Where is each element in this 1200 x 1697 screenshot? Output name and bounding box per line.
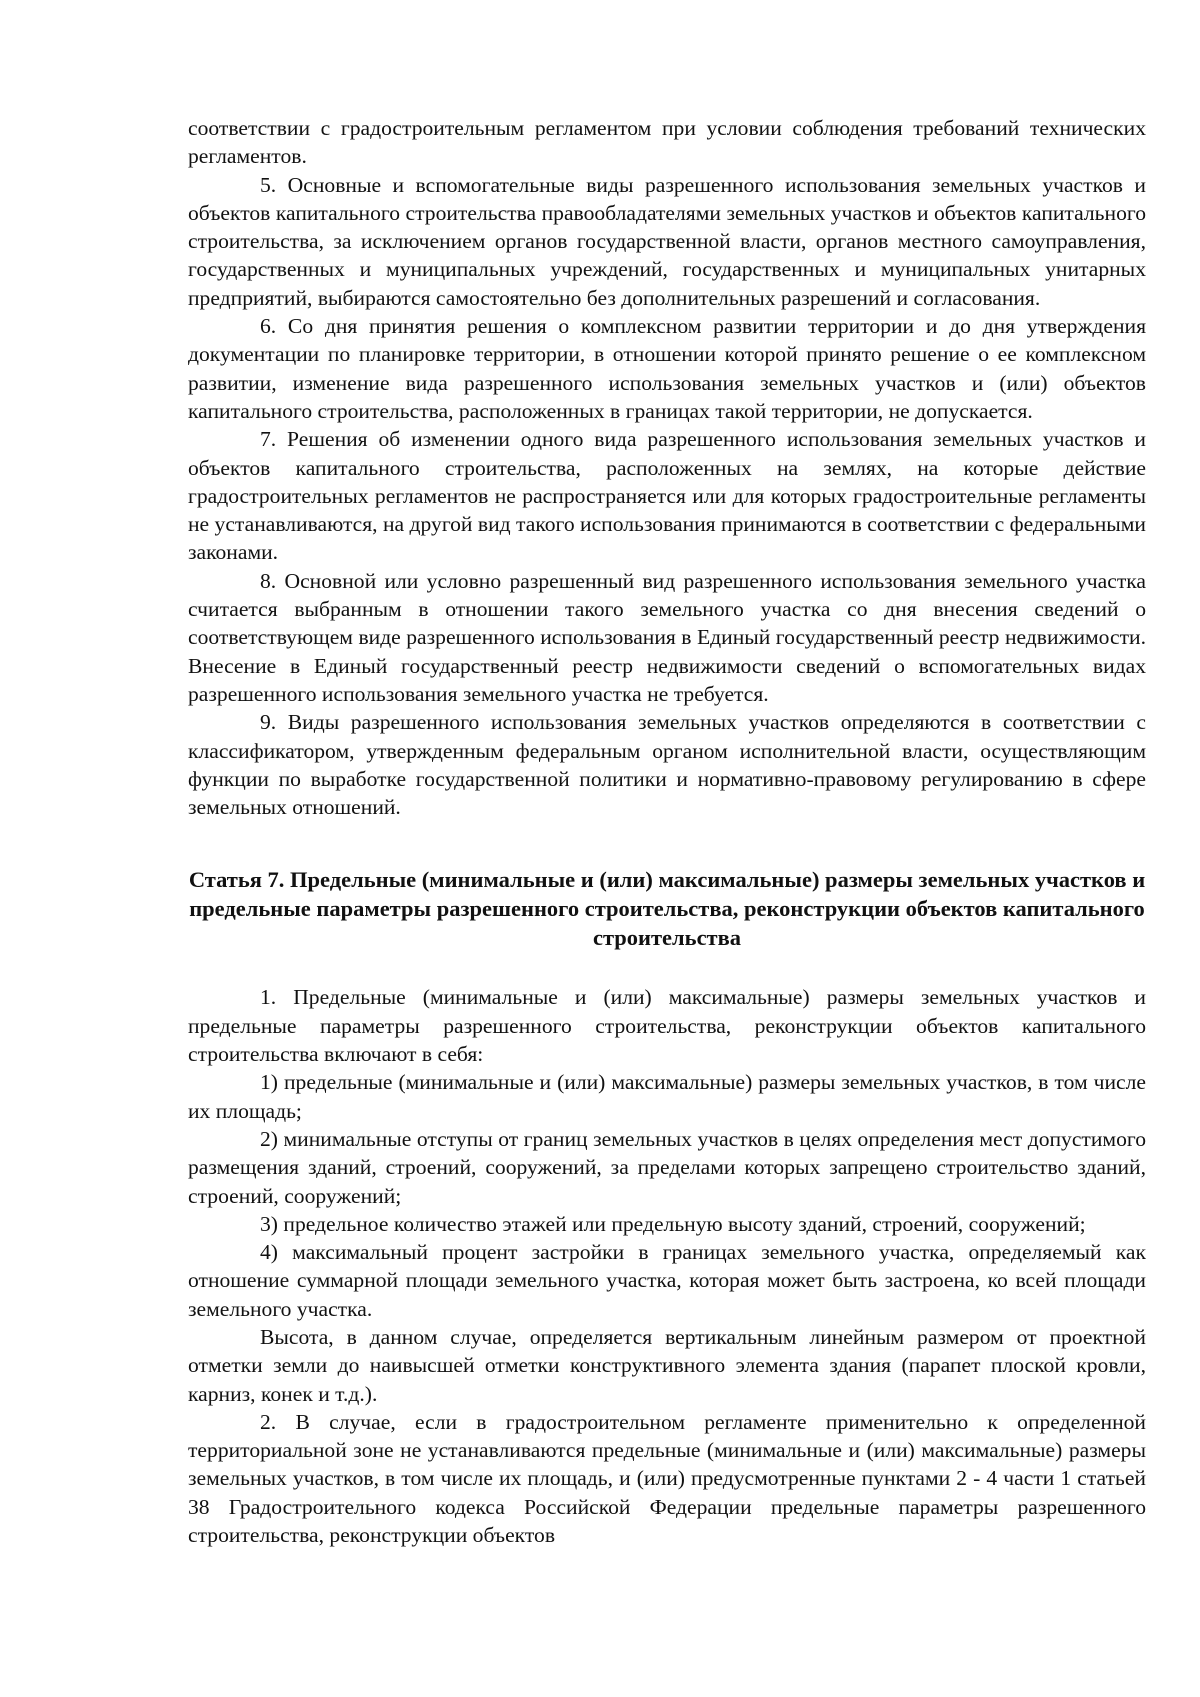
article-7-heading: Статья 7. Предельные (минимальные и (или) максимальные) размеры земельных участков и предельные параметры разрешенного строительства, реконструкции объектов капитального строительства	[188, 867, 1146, 951]
paragraph-item-7: 7. Решения об изменении одного вида разрешенного использования земельных участков и объектов капитального строительства, расположенных на землях, на которые действие градостроительных регламентов не распространяется или для которых градостроительные регламенты не устанавливаются, на другой вид такого использования принимаются в соответствии с федеральными законами.	[188, 427, 1146, 565]
paragraph-item-8: 8. Основной или условно разрешенный вид разрешенного использования земельного участка считается выбранным в отношении такого земельного участка со дня внесения сведений о соответствующем виде разрешенного использования в Единый государственный реестр недвижимости. Внесение в Единый государственный реестр недвижимости сведений о вспомогательных видах разрешенного использования земельного участка не требуется.	[188, 568, 1146, 706]
paragraph-art7-part1: 1. Предельные (минимальные и (или) максимальные) размеры земельных участков и предельные параметры разрешенного строительства, реконструкции объектов капитального строительства включают в себя:	[188, 985, 1146, 1067]
paragraph-art7-sub3: 3) предельное количество этажей или предельную высоту зданий, строений, сооружений;	[260, 1211, 1086, 1236]
paragraph-item-5: 5. Основные и вспомогательные виды разрешенного использования земельных участков и объектов капитального строительства правообладателями земельных участков и объектов капитального строительства, за исключением органов государственной власти, органов местного самоуправления, государственных и муниципальных учреждений, государственных и муниципальных унитарных предприятий, выбираются самостоятельно без дополнительных разрешений и согласования.	[188, 172, 1146, 310]
heading-spacer	[188, 952, 1146, 983]
paragraph-art7-sub2: 2) минимальные отступы от границ земельных участков в целях определения мест допустимого размещения зданий, строений, сооружений, за пределами которых запрещено строительство зданий, строений, сооружений;	[188, 1126, 1146, 1208]
paragraph-art7-height: Высота, в данном случае, определяется вертикальным линейным размером от проектной отметки земли до наивысшей отметки конструктивного элемента здания (парапет плоской кровли, карниз, конек и т.д.).	[188, 1324, 1146, 1406]
paragraph-item-9: 9. Виды разрешенного использования земельных участков определяются в соответствии с классификатором, утвержденным федеральным органом исполнительной власти, осуществляющим функции по выработке государственной политики и нормативно-правовому регулированию в сфере земельных отношений.	[188, 710, 1146, 820]
paragraph-art7-sub1: 1) предельные (минимальные и (или) максимальные) размеры земельных участков, в том числе их площадь;	[188, 1070, 1146, 1123]
paragraph-item-6: 6. Со дня принятия решения о комплексном развитии территории и до дня утверждения документации по планировке территории, в отношении которой принято решение о ее комплексном развитии, изменение вида разрешенного использования земельных участков и (или) объектов капитального строительства, расположенных в границах такой территории, не допускается.	[188, 314, 1146, 423]
paragraph-art7-part2: 2. В случае, если в градостроительном регламенте применительно к определенной территориальной зоне не устанавливаются предельные (минимальные и (или) максимальные) размеры земельных участков, в том числе их площадь, и (или) предусмотренные пунктами 2 - 4 части 1 статьей 38 Градостроительного кодекса Российской Федерации предельные параметры разрешенного строительства, реконструкции объектов	[188, 1409, 1146, 1548]
paragraph-art7-sub4: 4) максимальный процент застройки в границах земельного участка, определяемый как отношение суммарной площади земельного участка, которая может быть застроена, ко всей площади земельного участка.	[188, 1240, 1146, 1321]
paragraph-continuation: соответствии с градостроительным регламентом при условии соблюдения требований технических регламентов.	[188, 116, 1146, 169]
